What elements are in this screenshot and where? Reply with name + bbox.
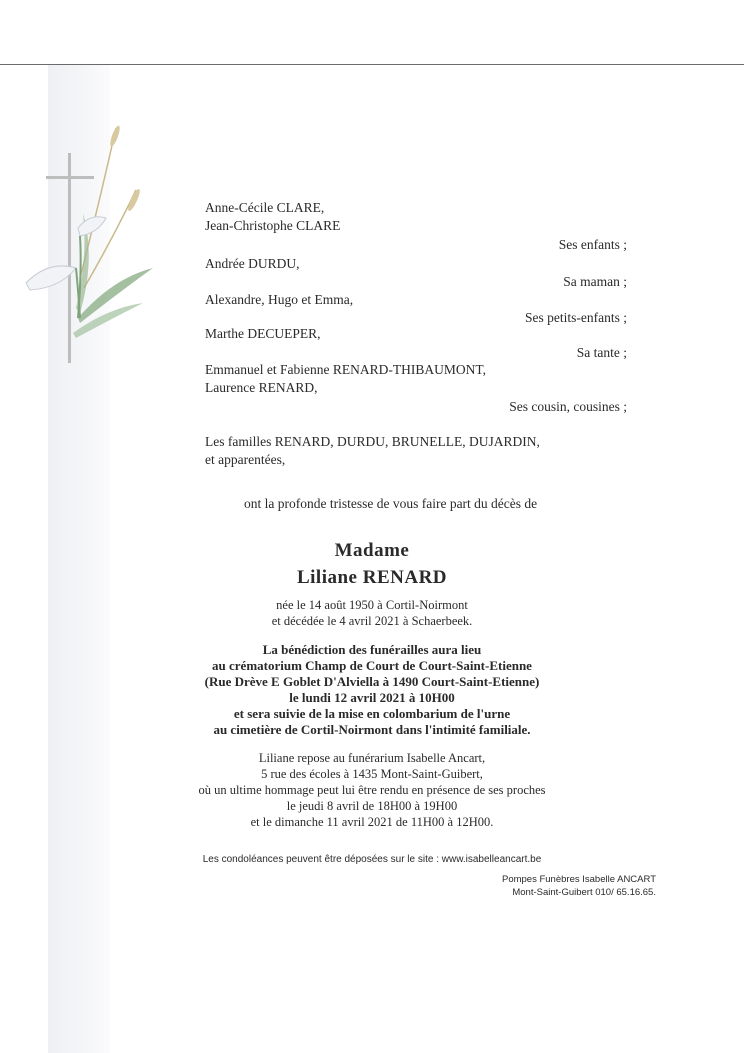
grandchildren-role: Ses petits-enfants ; bbox=[525, 310, 627, 325]
visitation-line-3: où un ultime hommage peut lui être rendu en présence de ses proches bbox=[198, 783, 546, 797]
grandchildren-names: Alexandre, Hugo et Emma, bbox=[205, 292, 354, 307]
birth-info: née le 14 août 1950 à Cortil-Noirmont bbox=[276, 598, 468, 612]
top-rule bbox=[0, 64, 744, 65]
ceremony-line-2: au crématorium Champ de Court de Court-Saint-Etienne bbox=[212, 658, 532, 673]
mother-role: Sa maman ; bbox=[563, 274, 627, 289]
death-info: et décédée le 4 avril 2021 à Schaerbeek. bbox=[271, 614, 473, 628]
announcement-text: ont la profonde tristesse de vous faire part du décès de bbox=[244, 496, 538, 511]
cousins-role: Ses cousin, cousines ; bbox=[509, 399, 627, 414]
ceremony-line-1: La bénédiction des funérailles aura lieu bbox=[262, 642, 482, 657]
deceased-name: Liliane RENARD bbox=[296, 567, 448, 588]
cousins-name-1: Emmanuel et Fabienne RENARD-THIBAUMONT, bbox=[205, 362, 486, 377]
families-line-2: et apparentées, bbox=[205, 452, 286, 467]
cousins-name-2: Laurence RENARD, bbox=[205, 380, 318, 395]
visitation-line-5: et le dimanche 11 avril 2021 de 11H00 à 12H00. bbox=[250, 815, 494, 829]
condolences-text: Les condoléances peuvent être déposées sur le site : www.isabelleancart.be bbox=[202, 854, 542, 865]
ceremony-line-4: le lundi 12 avril 2021 à 10H00 bbox=[289, 690, 455, 705]
families-line-1: Les familles RENARD, DURDU, BRUNELLE, DUJARDIN, bbox=[205, 434, 540, 449]
ceremony-line-3: (Rue Drève E Goblet D'Alviella à 1490 Court-Saint-Etienne) bbox=[204, 674, 540, 689]
aunt-role: Sa tante ; bbox=[576, 345, 627, 360]
visitation-line-1: Liliane repose au funérarium Isabelle Ancart, bbox=[258, 751, 486, 765]
visitation-line-2: 5 rue des écoles à 1435 Mont-Saint-Guibert, bbox=[261, 767, 483, 781]
deceased-title: Madame bbox=[334, 540, 410, 561]
cross-lily-icon bbox=[18, 118, 168, 368]
children-name-1: Anne-Cécile CLARE, bbox=[205, 200, 325, 215]
funeral-home-name: Pompes Funèbres Isabelle ANCART bbox=[501, 874, 656, 885]
children-role: Ses enfants ; bbox=[558, 237, 627, 252]
mother-name: Andrée DURDU, bbox=[205, 256, 300, 271]
children-name-2: Jean-Christophe CLARE bbox=[205, 218, 341, 233]
ceremony-line-5: et sera suivie de la mise en colombarium de l'urne bbox=[233, 706, 511, 721]
ceremony-line-6: au cimetière de Cortil-Noirmont dans l'intimité familiale. bbox=[213, 722, 531, 737]
aunt-name: Marthe DECUEPER, bbox=[205, 326, 321, 341]
funeral-home-contact: Mont-Saint-Guibert 010/ 65.16.65. bbox=[512, 887, 656, 898]
visitation-line-4: le jeudi 8 avril de 18H00 à 19H00 bbox=[286, 799, 458, 813]
